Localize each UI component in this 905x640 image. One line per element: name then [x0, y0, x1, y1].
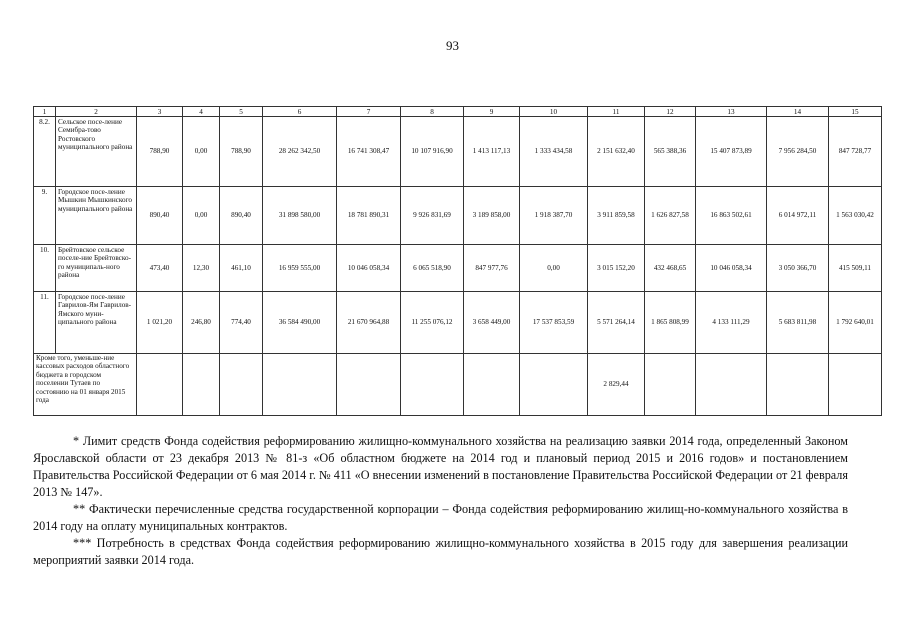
- table-cell: 0,00: [183, 187, 220, 245]
- empty-cell: [220, 354, 263, 416]
- column-header: 11: [588, 107, 645, 117]
- table-cell: 7 956 284,50: [767, 117, 829, 187]
- table-cell: 847 977,76: [464, 245, 520, 292]
- empty-cell: [401, 354, 464, 416]
- table-cell: 3 050 366,70: [767, 245, 829, 292]
- empty-cell: [263, 354, 337, 416]
- table-cell: 473,40: [137, 245, 183, 292]
- note-row: [34, 354, 882, 416]
- column-header: 8: [401, 107, 464, 117]
- row-number: 9.: [34, 187, 56, 245]
- table-cell: 10 107 916,90: [401, 117, 464, 187]
- table-body: [34, 107, 882, 416]
- table-cell: 10 046 058,34: [337, 245, 401, 292]
- footnote-1: * Лимит средств Фонда содействия реформированию жилищно-коммунального хозяйства на реализацию заявки 2014 года, определенный Законом Ярославской области от 23 декабря 2013 № 81-з «Об областном бюджете на 2014 год и плановый период 2015 и 2016 годов» и постановлением Правительства Российской Федерации от 6 мая 2014 г. № 411 «О внесении изменений в постановление Правительства Российской Федерации от 21 февраля 2013 № 147».: [33, 434, 848, 499]
- table-cell: 17 537 853,59: [520, 292, 588, 354]
- table-cell: 890,40: [137, 187, 183, 245]
- table-cell: 4 133 111,29: [696, 292, 767, 354]
- table-cell: 788,90: [220, 117, 263, 187]
- header-row: [34, 107, 882, 117]
- table-cell: 6 014 972,11: [767, 187, 829, 245]
- table-cell: 5 571 264,14: [588, 292, 645, 354]
- column-header: 9: [464, 107, 520, 117]
- municipality-name: Городское посе-ление Мышкин Мышкинского муниципального района: [56, 187, 137, 245]
- table-cell: 5 683 811,98: [767, 292, 829, 354]
- footnote-3: *** Потребность в средствах Фонда содействия реформированию жилищно-коммунального хозяйства в 2015 году для завершения реализации мероприятий заявки 2014 года.: [33, 536, 848, 567]
- table-cell: 1 563 030,42: [829, 187, 882, 245]
- table-cell: 10 046 058,34: [696, 245, 767, 292]
- column-header: 4: [183, 107, 220, 117]
- table-cell: 0,00: [520, 245, 588, 292]
- table-cell: 461,10: [220, 245, 263, 292]
- footnotes: [33, 433, 848, 569]
- table-cell: 432 468,65: [645, 245, 696, 292]
- column-header: 7: [337, 107, 401, 117]
- note-value: 2 829,44: [588, 354, 645, 416]
- table-cell: 28 262 342,50: [263, 117, 337, 187]
- row-number: 11.: [34, 292, 56, 354]
- municipality-name: Брейтовское сельское поселе-ние Брейтовско-го муниципаль-ного района: [56, 245, 137, 292]
- empty-cell: [645, 354, 696, 416]
- table-cell: 3 015 152,20: [588, 245, 645, 292]
- table-cell: 21 670 964,88: [337, 292, 401, 354]
- table-row: [34, 245, 882, 292]
- table-cell: 0,00: [183, 117, 220, 187]
- table-cell: 847 728,77: [829, 117, 882, 187]
- column-header: 2: [56, 107, 137, 117]
- row-number: 10.: [34, 245, 56, 292]
- table-row: [34, 292, 882, 354]
- table-cell: 1 865 808,99: [645, 292, 696, 354]
- empty-cell: [183, 354, 220, 416]
- table-cell: 1 918 387,70: [520, 187, 588, 245]
- row-number: 8.2.: [34, 117, 56, 187]
- table-cell: 788,90: [137, 117, 183, 187]
- table-cell: 890,40: [220, 187, 263, 245]
- table-cell: 2 151 632,40: [588, 117, 645, 187]
- table-cell: 3 658 449,00: [464, 292, 520, 354]
- budget-table: [33, 106, 882, 416]
- column-header: 14: [767, 107, 829, 117]
- table-cell: 16 741 308,47: [337, 117, 401, 187]
- empty-cell: [767, 354, 829, 416]
- table-cell: 18 781 890,31: [337, 187, 401, 245]
- column-header: 3: [137, 107, 183, 117]
- empty-cell: [137, 354, 183, 416]
- table-cell: 16 863 502,61: [696, 187, 767, 245]
- municipality-name: Городское посе-ление Гаврилов-Ям Гаврилов-Ямского муни-ципального района: [56, 292, 137, 354]
- table-cell: 1 021,20: [137, 292, 183, 354]
- table-cell: 1 626 827,58: [645, 187, 696, 245]
- column-header: 13: [696, 107, 767, 117]
- table-cell: 3 911 859,58: [588, 187, 645, 245]
- table-cell: 16 959 555,00: [263, 245, 337, 292]
- table-cell: 1 413 117,13: [464, 117, 520, 187]
- table-cell: 15 407 873,89: [696, 117, 767, 187]
- note-label: Кроме того, уменьше-ние кассовых расходов областного бюджета в городском поселении Тутаев по состоянию на 01 января 2015 года: [34, 354, 137, 416]
- empty-cell: [696, 354, 767, 416]
- table-row: [34, 117, 882, 187]
- column-header: 15: [829, 107, 882, 117]
- table-cell: 3 189 858,00: [464, 187, 520, 245]
- empty-cell: [337, 354, 401, 416]
- column-header: 6: [263, 107, 337, 117]
- empty-cell: [829, 354, 882, 416]
- table-cell: 565 388,36: [645, 117, 696, 187]
- table-cell: 1 333 434,58: [520, 117, 588, 187]
- column-header: 5: [220, 107, 263, 117]
- table-cell: 1 792 640,01: [829, 292, 882, 354]
- table-cell: 12,30: [183, 245, 220, 292]
- empty-cell: [520, 354, 588, 416]
- column-header: 10: [520, 107, 588, 117]
- table-cell: 36 584 490,00: [263, 292, 337, 354]
- column-header: 1: [34, 107, 56, 117]
- table-cell: 11 255 076,12: [401, 292, 464, 354]
- table-cell: 31 898 580,00: [263, 187, 337, 245]
- municipality-name: Сельское посе-ление Семибра-тово Ростовского муниципального района: [56, 117, 137, 187]
- footnote-2: ** Фактически перечисленные средства государственной корпорации – Фонда содействия реформированию жилищ-но-коммунального хозяйства в 2014 году на оплату муниципальных контрактов.: [33, 502, 848, 533]
- page-number: 93: [446, 38, 459, 53]
- table-cell: 774,40: [220, 292, 263, 354]
- table-cell: 6 065 518,90: [401, 245, 464, 292]
- empty-cell: [464, 354, 520, 416]
- table-row: [34, 187, 882, 245]
- table-cell: 9 926 831,69: [401, 187, 464, 245]
- table-cell: 246,80: [183, 292, 220, 354]
- table-cell: 415 509,11: [829, 245, 882, 292]
- column-header: 12: [645, 107, 696, 117]
